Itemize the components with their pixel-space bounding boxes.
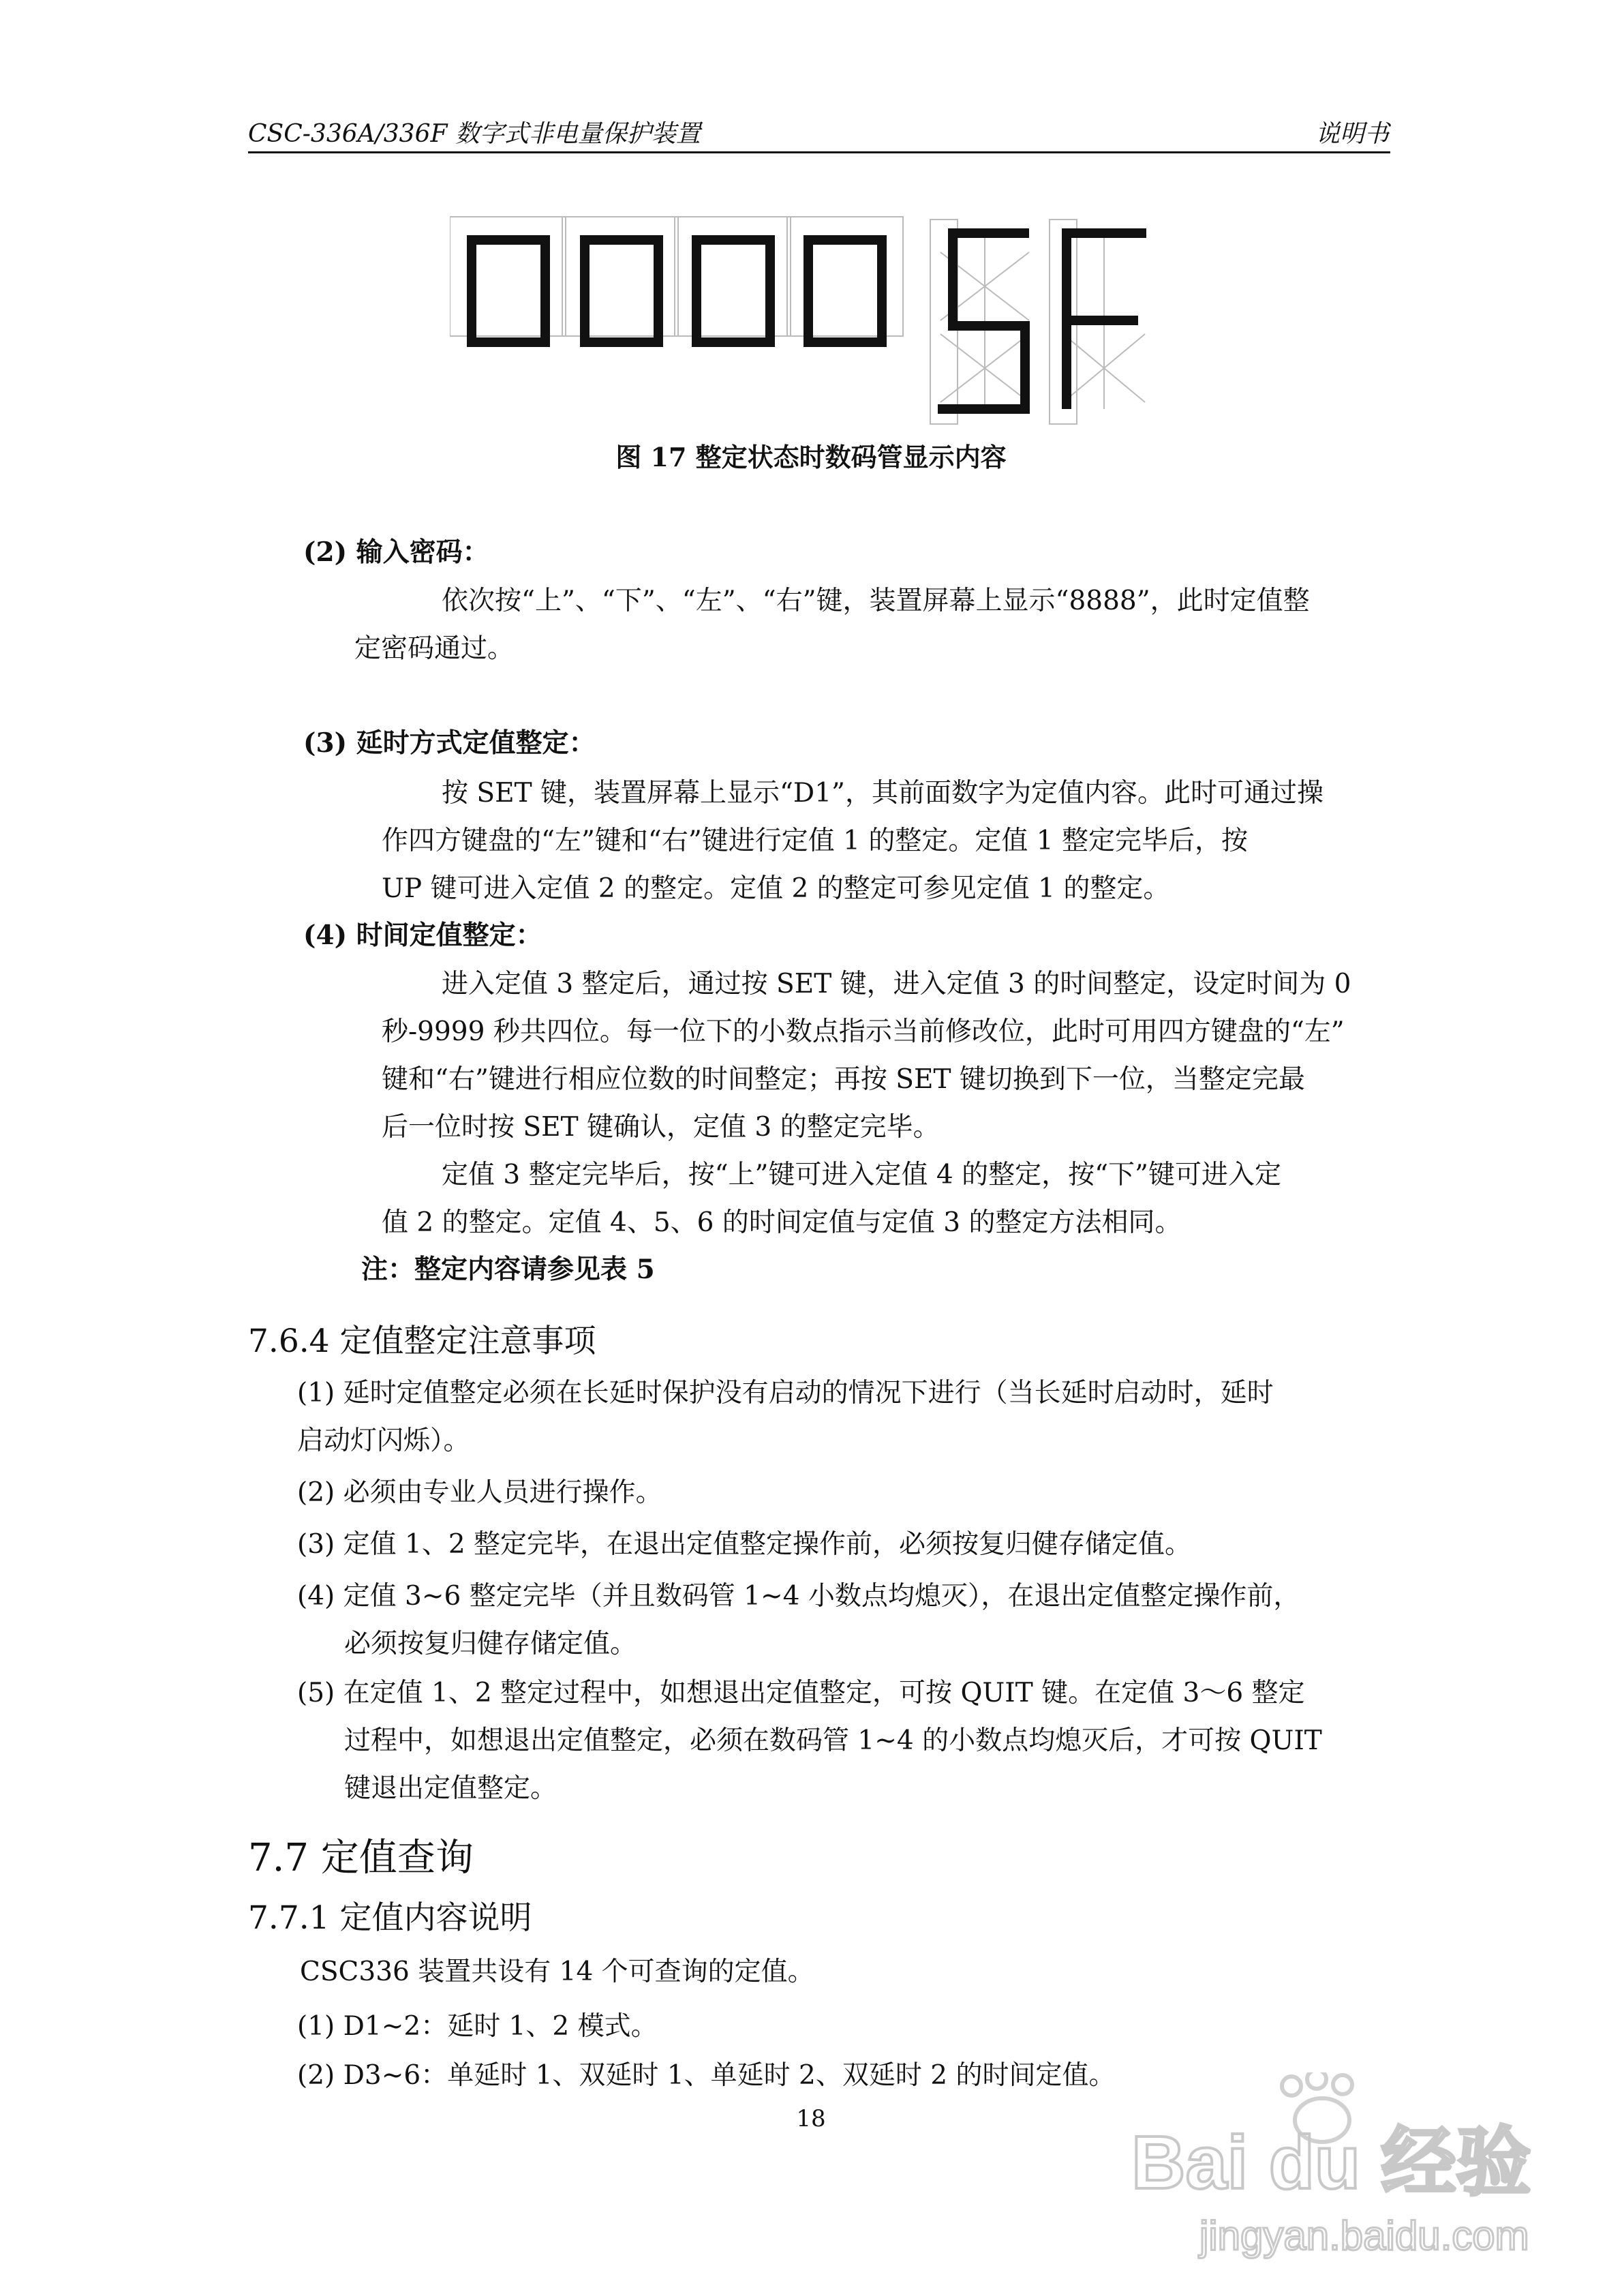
section-764-line-9: 键退出定值整定。 [344,1773,557,1804]
section-77-line-2: (1) D1~2：延时 1、2 模式。 [297,2011,658,2042]
segment-display-figure [450,211,1159,436]
section-delay-line-2: 作四方键盘的“左”键和“右”键进行定值 1 的整定。定值 1 整定完毕后，按 [382,826,1248,856]
section-764-line-4: (3) 定值 1、2 整定完毕，在退出定值整定操作前，必须按复归健存储定值。 [297,1529,1192,1560]
digit-0-3 [697,240,770,342]
paw-toe-2 [1307,2072,1326,2089]
section-time-line-1: 进入定值 3 整定后，通过按 SET 键，进入定值 3 的时间整定，设定时间为 0 [442,969,1351,999]
section-time-heading: (4) 时间定值整定： [303,920,542,951]
section-764-heading: 7.6.4 定值整定注意事项 [248,1323,596,1360]
header-rule [248,151,1390,153]
section-764-line-8: 过程中，如想退出定值整定，必须在数码管 1~4 的小数点均熄灭后，才可按 QUIT [344,1725,1322,1756]
section-time-line-4: 后一位时按 SET 键确认，定值 3 的整定完毕。 [382,1112,940,1143]
section-764-line-1: (1) 延时定值整定必须在长延时保护没有启动的情况下进行（当长延时启动时，延时 [297,1378,1274,1408]
section-77-heading: 7.7 定值查询 [248,1836,474,1880]
section-delay-line-1: 按 SET 键，装置屏幕上显示“D1”，其前面数字为定值内容。此时可通过操 [442,778,1323,809]
section-password-line-2: 定密码通过。 [354,633,515,664]
section-time-line-3: 键和“右”键进行相应位数的时间整定；再按 SET 键切换到下一位，当整定完最 [382,1064,1305,1095]
section-771-heading: 7.7.1 定值内容说明 [248,1899,532,1937]
baidu-jingyan-watermark [1118,2072,1540,2277]
section-764-line-3: (2) 必须由专业人员进行操作。 [297,1477,662,1508]
section-764-line-5: (4) 定值 3~6 整定完毕（并且数码管 1~4 小数点均熄灭），在退出定值整定操作前， [297,1581,1300,1612]
page-number: 18 [796,2105,826,2132]
section-764-line-2: 启动灯闪烁）。 [297,1425,470,1456]
paw-toe-3 [1333,2075,1352,2094]
section-delay-heading: (3) 延时方式定值整定： [303,727,596,759]
header-doc-type: 说明书 [1315,120,1390,148]
section-password-line-1: 依次按“上”、“下”、“左”、“右”键，装置屏幕上显示“8888”，此时定值整 [442,586,1310,616]
section-time-line-5: 定值 3 整定完毕后，按“上”键可进入定值 4 的整定，按“下”键可进入定 [442,1160,1281,1190]
section-77-line-3: (2) D3~6：单延时 1、双延时 1、单延时 2、双延时 2 的时间定值。 [297,2060,1116,2091]
header-title: CSC-336A/336F 数字式非电量保护装置 [248,120,701,148]
section-time-line-6: 值 2 的整定。定值 4、5、6 的时间定值与定值 3 的整定方法相同。 [382,1207,1182,1238]
digit-0-2 [585,240,658,342]
digit-5 [938,233,1029,409]
section-time-note: 注：整定内容请参见表 5 [361,1254,655,1285]
section-77-line-1: CSC336 装置共设有 14 个可查询的定值。 [300,1957,814,1987]
digit-0-1 [472,240,545,342]
digit-F [1067,233,1146,409]
watermark-url: jingyan.baidu.com [1199,2213,1529,2259]
digit-0-4 [808,240,882,342]
figure-caption: 图 17 整定状态时数码管显示内容 [615,442,1007,472]
section-764-line-6: 必须按复归健存储定值。 [344,1629,637,1659]
section-764-line-7: (5) 在定值 1、2 整定过程中，如想退出定值整定，可按 QUIT 键。在定值 3～6 整定 [297,1678,1305,1708]
section-password-heading: (2) 输入密码： [303,537,489,568]
paw-toe-1 [1282,2076,1301,2096]
watermark-brand: Bai du 经验 [1131,2121,1531,2205]
section-time-line-2: 秒-9999 秒共四位。每一位下的小数点指示当前修改位，此时可用四方键盘的“左” [382,1016,1345,1047]
section-delay-line-3: UP 键可进入定值 2 的整定。定值 2 的整定可参见定值 1 的整定。 [382,873,1170,904]
